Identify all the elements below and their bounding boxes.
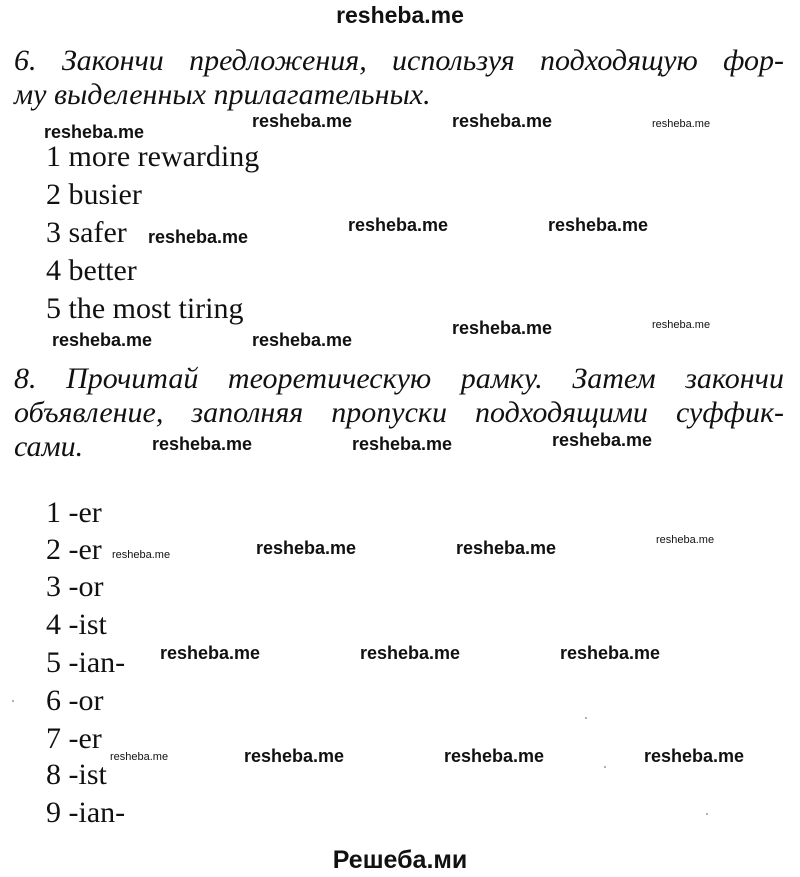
site-footer: Решеба.ми — [332, 846, 468, 874]
watermark: resheba.me — [244, 746, 345, 766]
task-8-heading-line-1: 8. Прочитай теоретическую рамку. Затем закончи — [14, 362, 784, 395]
task-8-answer-2: 2 -er — [46, 533, 102, 566]
watermark: resheba.me — [652, 118, 711, 130]
watermark: resheba.me — [348, 215, 449, 235]
task-8-heading-line-2: объявление, заполняя пропуски подходящими суффик- — [14, 396, 784, 429]
scan-speck — [585, 717, 587, 719]
task-6-answer-2: 2 busier — [46, 178, 142, 211]
watermark: resheba.me — [452, 111, 553, 131]
scan-speck — [604, 766, 606, 768]
task-6-heading — [14, 44, 784, 112]
watermark: resheba.me — [548, 215, 649, 235]
watermark: resheba.me — [148, 227, 249, 247]
watermark: resheba.me — [352, 434, 453, 454]
watermark: resheba.me — [644, 746, 745, 766]
watermark: resheba.me — [252, 111, 353, 131]
task-8-answer-1: 1 -er — [46, 496, 102, 529]
task-6-heading-line-1: 6. Закончи предложения, используя подходящую фор- — [14, 44, 784, 77]
task-6-answer-5: 5 the most tiring — [46, 292, 244, 325]
watermark: resheba.me — [552, 430, 653, 450]
watermark: resheba.me — [152, 434, 253, 454]
task-6-answer-4: 4 better — [46, 254, 137, 287]
task-6-answer-3: 3 safer — [46, 216, 127, 249]
watermark: resheba.me — [652, 319, 711, 331]
watermark: resheba.me — [110, 751, 169, 763]
watermark: resheba.me — [52, 330, 153, 350]
watermark: resheba.me — [452, 318, 553, 338]
watermark: resheba.me — [112, 549, 171, 561]
task-6-heading-line-2: му выделенных прилагательных. — [14, 78, 431, 111]
scan-speck — [12, 700, 14, 702]
watermark: resheba.me — [656, 534, 715, 546]
task-8-answer-5: 5 -ian- — [46, 646, 126, 679]
task-8-heading-line-3: сами. — [14, 430, 84, 463]
watermark: resheba.me — [444, 746, 545, 766]
watermark: resheba.me — [256, 538, 357, 558]
task-8-answer-4: 4 -ist — [46, 608, 107, 641]
task-8-answer-9: 9 -ian- — [46, 796, 126, 829]
watermark: resheba.me — [252, 330, 353, 350]
scan-speck — [706, 813, 708, 815]
task-8-answer-3: 3 -or — [46, 570, 104, 603]
task-8-answer-6: 6 -or — [46, 684, 104, 717]
watermark: resheba.me — [360, 643, 461, 663]
watermark: resheba.me — [44, 122, 145, 142]
task-8-answer-8: 8 -ist — [46, 758, 107, 791]
watermark: resheba.me — [560, 643, 661, 663]
watermark: resheba.me — [456, 538, 557, 558]
watermark: resheba.me — [160, 643, 261, 663]
task-6-answer-1: 1 more rewarding — [46, 140, 260, 173]
task-8-answer-7: 7 -er — [46, 722, 102, 755]
site-header: resheba.me — [336, 2, 464, 28]
